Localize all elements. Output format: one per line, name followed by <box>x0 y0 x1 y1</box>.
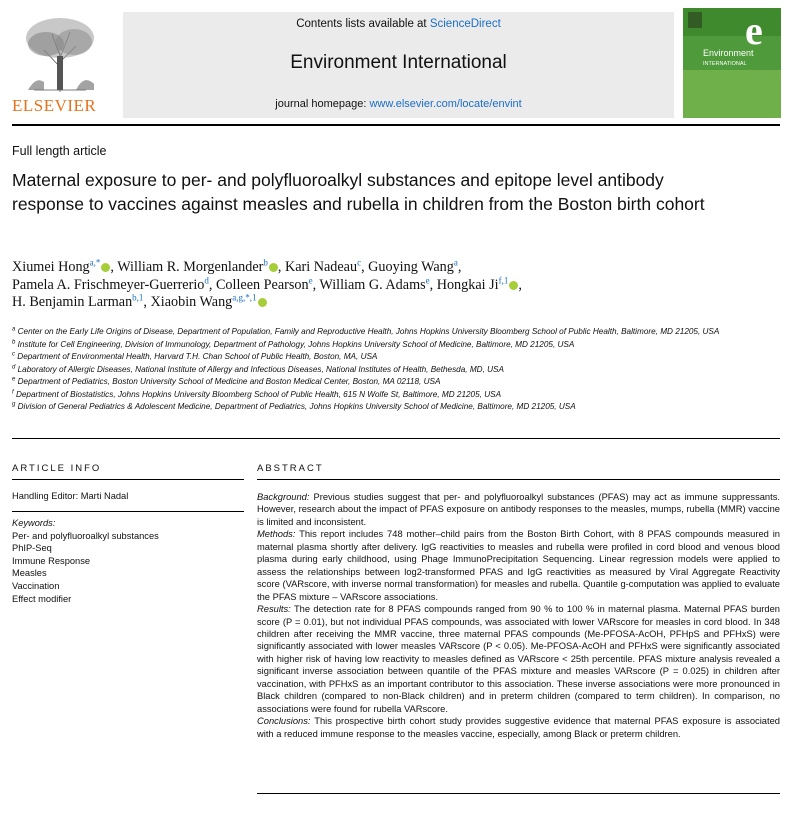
cover-title-line2: INTERNATIONAL <box>703 61 747 67</box>
article-type: Full length article <box>12 144 107 158</box>
keyword-item[interactable]: Immune Response <box>12 555 91 566</box>
cover-letter-e: e <box>745 8 763 53</box>
orcid-icon[interactable] <box>509 281 518 290</box>
contents-available-line <box>123 18 674 30</box>
author-separator: , <box>312 276 320 293</box>
author-separator: , <box>361 259 369 275</box>
author-affiliation-marker[interactable]: b <box>263 257 268 268</box>
abstract-section <box>257 491 780 528</box>
affiliation-item <box>12 376 772 389</box>
author-name[interactable]: Xiumei Hong <box>12 259 90 275</box>
affiliation-text: Department of Biostatistics, Johns Hopkins University Bloomberg School of Public Health, 615 N Wolfe St, Baltimore, MD 21205, USA <box>15 389 502 399</box>
author-affiliation-marker[interactable]: f,1 <box>498 274 509 285</box>
affiliation-marker: g <box>12 401 16 408</box>
author-name[interactable]: Xiaobin Wang <box>150 294 233 310</box>
abstract-section <box>257 603 780 715</box>
article-info-rule <box>12 479 244 480</box>
abstract-end-rule <box>257 793 780 794</box>
affiliation-item <box>12 401 772 414</box>
cover-title-line1: Environment <box>703 48 754 58</box>
author-name[interactable]: Kari Nadeau <box>284 259 358 275</box>
author-affiliation-marker[interactable]: a <box>453 257 458 268</box>
affiliation-item <box>12 364 772 377</box>
affiliation-list <box>12 326 772 414</box>
abstract-section-label: Results: <box>257 604 291 615</box>
keyword-item[interactable]: Per- and polyfluoroalkyl substances <box>12 530 159 541</box>
author-separator: , <box>277 259 285 275</box>
homepage-link[interactable]: www.elsevier.com/locate/envint <box>369 98 522 110</box>
keyword-item[interactable]: Vaccination <box>12 580 60 591</box>
contents-prefix: Contents lists available at <box>296 18 430 30</box>
keywords-label: Keywords: <box>12 518 56 528</box>
affiliation-item <box>12 389 772 402</box>
affiliation-marker: a <box>12 326 16 333</box>
header-divider <box>12 124 780 126</box>
author-separator: , <box>518 276 522 293</box>
author-separator: , <box>208 276 216 293</box>
keywords-block <box>12 517 159 605</box>
title-divider <box>12 438 780 439</box>
journal-title[interactable]: Environment International <box>290 52 507 73</box>
affiliation-text: Center on the Early Life Origins of Disease, Department of Population, Family and Reproductive Health, Johns Hopkins University Bloomberg School of Public Health, Baltimore, MD 21205, USA <box>17 327 720 336</box>
author-name[interactable]: Hongkai Ji <box>436 276 499 293</box>
author-name[interactable]: H. Benjamin Larman <box>12 294 133 310</box>
author-separator: , <box>143 294 151 310</box>
author-affiliation-marker[interactable]: b,1 <box>132 292 144 303</box>
handling-editor: Handling Editor: Marti Nadal <box>12 491 129 501</box>
sciencedirect-link[interactable]: ScienceDirect <box>429 18 501 30</box>
author-separator: , <box>429 276 437 293</box>
keyword-item[interactable]: Measles <box>12 568 47 579</box>
article-title: Maternal exposure to per- and polyfluoroalkyl substances and epitope level antibody response to vaccines against measles and rubella in children from the Boston birth cohort <box>12 170 705 214</box>
author-affiliation-marker[interactable]: a,* <box>89 257 101 268</box>
abstract-section-label: Methods: <box>257 529 296 540</box>
journal-homepage-line <box>123 98 674 110</box>
orcid-icon[interactable] <box>269 263 278 272</box>
article-info-heading: ARTICLE INFO <box>12 463 102 474</box>
orcid-icon[interactable] <box>258 298 267 307</box>
author-name[interactable]: William R. Morgenlander <box>117 259 264 275</box>
abstract-section-label: Background: <box>257 492 310 502</box>
affiliation-text: Department of Pediatrics, Boston University School of Medicine and Boston Medical Center, Boston, MA 02118, USA <box>17 377 441 386</box>
keyword-item[interactable]: PhIP-Seq <box>12 543 52 554</box>
publisher-name: ELSEVIER <box>12 96 97 115</box>
author-name[interactable]: Colleen Pearson <box>215 276 309 293</box>
author-affiliation-marker[interactable]: a,g,*,1 <box>232 292 257 303</box>
author-affiliation-marker[interactable]: e <box>308 274 313 285</box>
affiliation-marker: c <box>12 351 15 358</box>
author-affiliation-marker[interactable]: d <box>204 274 209 285</box>
affiliation-marker: b <box>12 338 16 345</box>
keyword-item[interactable]: Effect modifier <box>12 593 72 604</box>
abstract-section <box>257 715 780 740</box>
abstract-section-text: This prospective birth cohort study provides suggestive evidence that maternal PFAS exposure is associated with a reduced immune response to the measles vaccine, especially, among Black or preterm children. <box>257 716 780 739</box>
affiliation-marker: d <box>12 363 16 370</box>
abstract-section-label: Conclusions: <box>257 716 311 727</box>
affiliation-text: Laboratory of Allergic Diseases, National Institute of Allergy and Infectious Diseases, National Institutes of Health, Bethesda, MD, USA <box>17 364 504 374</box>
affiliation-text: Department of Environmental Health, Harvard T.H. Chan School of Public Health, Boston, MA, USA <box>17 352 378 361</box>
author-list <box>12 259 752 312</box>
author-name[interactable]: Guoying Wang <box>368 259 454 275</box>
homepage-prefix: journal homepage: <box>275 98 370 110</box>
abstract-section <box>257 528 780 603</box>
affiliation-text: Institute for Cell Engineering, Division of Immunology, Department of Pathology, Johns Hopkins University School of Medicine, Baltimore, MD 21205, USA <box>17 339 575 349</box>
keyword-list <box>12 530 159 606</box>
author-separator: , <box>457 259 462 275</box>
article-info-rule-2 <box>12 511 244 512</box>
journal-cover-image[interactable] <box>683 8 781 118</box>
author-separator: , <box>110 259 118 275</box>
abstract-section-text: Previous studies suggest that per- and polyfluoroalkyl substances (PFAS) may act as immune suppressants. However, research about the impact of PFAS exposure on antibody responses to the measles, mumps, rubella (MMR) vaccine is limited and inconsistent. <box>257 492 780 527</box>
affiliation-marker: f <box>12 388 14 395</box>
abstract-body <box>257 491 780 740</box>
abstract-rule <box>257 479 780 480</box>
author-affiliation-marker[interactable]: c <box>357 257 362 268</box>
affiliation-text: Division of General Pediatrics & Adolescent Medicine, Department of Pediatrics, Johns Hopkins University School of Medicine, Baltimore, MD 21205, USA <box>17 402 576 411</box>
abstract-section-text: The detection rate for 8 PFAS compounds ranged from 90 % to 100 % in maternal plasma. Maternal PFAS burden score (P = 0.01), but not individual PFAS compounds, was associated with lower VARscore for measles in cord blood. In 348 children after receiving the MMR vaccine, three maternal PFAS compounds (Me-PFOSA-AcOH, PFHpS and PFHxS) were significantly associated with lower measles VARscore (P < 0.05). Me-PFOSA-AcOH and PFHxS were significantly associated with higher risk of having low reactivity to measles defined as VARscore < 25th percentile. PFAS mixture analysis revealed a significant inverse association between quantile of the PFAS mixture and measles VARscore (P = 0.025) in children after vaccination, with PFHxS as an important contributor to this association. These inverse associations were more pronounced in Black children (compared to non-Black children) and in preterm children (compared to term children). In comparison, no associations were found for rubella VARscore. <box>257 604 780 714</box>
affiliation-item <box>12 351 772 364</box>
author-affiliation-marker[interactable]: e <box>425 274 430 285</box>
abstract-heading: ABSTRACT <box>257 463 324 474</box>
affiliation-item <box>12 326 772 339</box>
abstract-section-text: This report includes 748 mother–child pairs from the Boston Birth Cohort, with 8 PFAS compounds measured in maternal plasma shortly after delivery. IgG reactivities to measles and rubella were profiled in cord blood and venous blood plasma during early childhood, using Phage ImmunoPrecipitation Sequencing. Linear regression models were applied to assess the relationships between log2-transformed PFAS and IgG reactivities as measured by Viral Aggregate Reactivity score (VARscore, with inverse normal transformation) for measles and rubella. Quantile g-computation was applied to evaluate the PFAS mixture – VARscore associations. <box>257 529 780 602</box>
author-name[interactable]: Pamela A. Frischmeyer-Guerrerio <box>12 276 205 293</box>
author-name[interactable]: William G. Adams <box>319 276 426 293</box>
affiliation-item <box>12 339 772 352</box>
affiliation-marker: e <box>12 376 16 383</box>
